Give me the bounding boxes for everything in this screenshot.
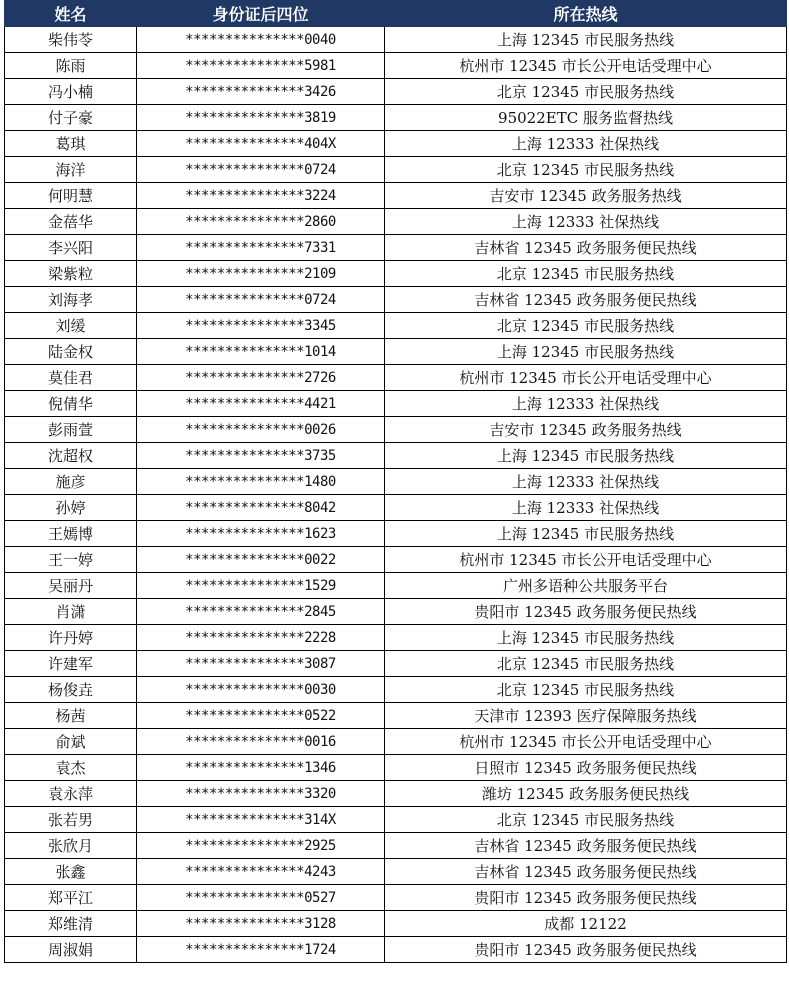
table-row (5, 53, 787, 79)
cell-name: 王一婷 (5, 547, 137, 573)
table-row (5, 79, 787, 105)
cell-name: 沈超权 (5, 443, 137, 469)
header-name: 姓名 (5, 1, 137, 27)
cell-name: 张若男 (5, 807, 137, 833)
cell-hotline: 北京 12345 市民服务热线 (385, 261, 787, 287)
cell-hotline: 北京 12345 市民服务热线 (385, 157, 787, 183)
cell-id-last-four: ***************2228 (137, 625, 385, 651)
cell-hotline: 吉林省 12345 政务服务便民热线 (385, 235, 787, 261)
cell-name: 施彦 (5, 469, 137, 495)
table-row (5, 781, 787, 807)
cell-id-last-four: ***************3345 (137, 313, 385, 339)
cell-hotline: 上海 12333 社保热线 (385, 495, 787, 521)
cell-id-last-four: ***************1623 (137, 521, 385, 547)
cell-name: 孙婷 (5, 495, 137, 521)
cell-id-last-four: ***************3128 (137, 911, 385, 937)
cell-id-last-four: ***************7331 (137, 235, 385, 261)
table-row (5, 209, 787, 235)
cell-name: 肖潇 (5, 599, 137, 625)
cell-name: 何明慧 (5, 183, 137, 209)
cell-name: 梁紫粒 (5, 261, 137, 287)
cell-id-last-four: ***************1480 (137, 469, 385, 495)
cell-id-last-four: ***************5981 (137, 53, 385, 79)
table-row (5, 105, 787, 131)
cell-hotline: 北京 12345 市民服务热线 (385, 807, 787, 833)
table-row (5, 807, 787, 833)
cell-name: 冯小楠 (5, 79, 137, 105)
table-row (5, 859, 787, 885)
cell-name: 张鑫 (5, 859, 137, 885)
table-row (5, 885, 787, 911)
cell-id-last-four: ***************1529 (137, 573, 385, 599)
cell-id-last-four: ***************0016 (137, 729, 385, 755)
table-row (5, 833, 787, 859)
cell-id-last-four: ***************8042 (137, 495, 385, 521)
cell-id-last-four: ***************0030 (137, 677, 385, 703)
cell-hotline: 95022ETC 服务监督热线 (385, 105, 787, 131)
table-row (5, 391, 787, 417)
table-row (5, 651, 787, 677)
table-row (5, 755, 787, 781)
header-hotline: 所在热线 (385, 1, 787, 27)
cell-name: 陈雨 (5, 53, 137, 79)
table-row (5, 417, 787, 443)
cell-hotline: 贵阳市 12345 政务服务便民热线 (385, 885, 787, 911)
cell-name: 海洋 (5, 157, 137, 183)
cell-hotline: 吉林省 12345 政务服务便民热线 (385, 859, 787, 885)
cell-id-last-four: ***************2726 (137, 365, 385, 391)
table-row (5, 183, 787, 209)
table-row (5, 339, 787, 365)
table-row (5, 547, 787, 573)
table-row (5, 157, 787, 183)
cell-name: 袁永萍 (5, 781, 137, 807)
table-row (5, 573, 787, 599)
table-row (5, 911, 787, 937)
table-row (5, 365, 787, 391)
cell-id-last-four: ***************1014 (137, 339, 385, 365)
cell-name: 郑维清 (5, 911, 137, 937)
cell-hotline: 北京 12345 市民服务热线 (385, 79, 787, 105)
cell-hotline: 吉安市 12345 政务服务热线 (385, 417, 787, 443)
cell-id-last-four: ***************3735 (137, 443, 385, 469)
cell-hotline: 上海 12345 市民服务热线 (385, 27, 787, 53)
cell-name: 莫佳君 (5, 365, 137, 391)
table-row (5, 469, 787, 495)
cell-hotline: 上海 12345 市民服务热线 (385, 625, 787, 651)
cell-id-last-four: ***************0022 (137, 547, 385, 573)
cell-hotline: 潍坊 12345 政务服务便民热线 (385, 781, 787, 807)
cell-hotline: 杭州市 12345 市长公开电话受理中心 (385, 547, 787, 573)
cell-name: 刘海孝 (5, 287, 137, 313)
cell-hotline: 上海 12345 市民服务热线 (385, 521, 787, 547)
cell-name: 彭雨萱 (5, 417, 137, 443)
cell-hotline: 上海 12345 市民服务热线 (385, 339, 787, 365)
cell-name: 周淑娟 (5, 937, 137, 963)
cell-hotline: 杭州市 12345 市长公开电话受理中心 (385, 365, 787, 391)
cell-hotline: 上海 12333 社保热线 (385, 391, 787, 417)
cell-hotline: 北京 12345 市民服务热线 (385, 651, 787, 677)
table-row (5, 729, 787, 755)
cell-id-last-four: ***************404X (137, 131, 385, 157)
cell-id-last-four: ***************3224 (137, 183, 385, 209)
cell-name: 袁杰 (5, 755, 137, 781)
table-row (5, 443, 787, 469)
cell-hotline: 天津市 12393 医疗保障服务热线 (385, 703, 787, 729)
table-row (5, 599, 787, 625)
cell-hotline: 上海 12345 市民服务热线 (385, 443, 787, 469)
cell-hotline: 上海 12333 社保热线 (385, 209, 787, 235)
cell-hotline: 日照市 12345 政务服务便民热线 (385, 755, 787, 781)
cell-name: 杨茜 (5, 703, 137, 729)
cell-hotline: 杭州市 12345 市长公开电话受理中心 (385, 53, 787, 79)
hotline-staff-table (4, 0, 787, 963)
cell-hotline: 贵阳市 12345 政务服务便民热线 (385, 937, 787, 963)
cell-name: 刘缓 (5, 313, 137, 339)
cell-hotline: 广州多语种公共服务平台 (385, 573, 787, 599)
table-row (5, 235, 787, 261)
cell-hotline: 吉林省 12345 政务服务便民热线 (385, 287, 787, 313)
cell-id-last-four: ***************0522 (137, 703, 385, 729)
cell-id-last-four: ***************3320 (137, 781, 385, 807)
cell-id-last-four: ***************1724 (137, 937, 385, 963)
table-row (5, 625, 787, 651)
cell-hotline: 北京 12345 市民服务热线 (385, 677, 787, 703)
cell-hotline: 杭州市 12345 市长公开电话受理中心 (385, 729, 787, 755)
cell-name: 杨俊垚 (5, 677, 137, 703)
cell-id-last-four: ***************0040 (137, 27, 385, 53)
cell-hotline: 吉安市 12345 政务服务热线 (385, 183, 787, 209)
table-row (5, 131, 787, 157)
cell-id-last-four: ***************2925 (137, 833, 385, 859)
cell-name: 葛琪 (5, 131, 137, 157)
cell-name: 陆金权 (5, 339, 137, 365)
cell-name: 吴丽丹 (5, 573, 137, 599)
cell-name: 俞斌 (5, 729, 137, 755)
cell-hotline: 上海 12333 社保热线 (385, 131, 787, 157)
table-row (5, 287, 787, 313)
cell-name: 付子豪 (5, 105, 137, 131)
cell-hotline: 吉林省 12345 政务服务便民热线 (385, 833, 787, 859)
cell-name: 金蓓华 (5, 209, 137, 235)
cell-id-last-four: ***************1346 (137, 755, 385, 781)
cell-id-last-four: ***************2845 (137, 599, 385, 625)
table-row (5, 27, 787, 53)
cell-id-last-four: ***************4243 (137, 859, 385, 885)
cell-name: 郑平江 (5, 885, 137, 911)
table-row (5, 261, 787, 287)
cell-id-last-four: ***************0724 (137, 157, 385, 183)
cell-id-last-four: ***************314X (137, 807, 385, 833)
cell-id-last-four: ***************0026 (137, 417, 385, 443)
cell-hotline: 成都 12122 (385, 911, 787, 937)
cell-name: 李兴阳 (5, 235, 137, 261)
cell-name: 许丹婷 (5, 625, 137, 651)
cell-hotline: 贵阳市 12345 政务服务便民热线 (385, 599, 787, 625)
cell-id-last-four: ***************2860 (137, 209, 385, 235)
cell-id-last-four: ***************3426 (137, 79, 385, 105)
cell-name: 王嫣博 (5, 521, 137, 547)
cell-hotline: 北京 12345 市民服务热线 (385, 313, 787, 339)
cell-name: 许建军 (5, 651, 137, 677)
table-row (5, 495, 787, 521)
table-row (5, 677, 787, 703)
table-row (5, 313, 787, 339)
cell-name: 倪倩华 (5, 391, 137, 417)
cell-id-last-four: ***************3819 (137, 105, 385, 131)
cell-name: 柴伟苓 (5, 27, 137, 53)
table-row (5, 937, 787, 963)
table-row (5, 521, 787, 547)
header-id-last-four: 身份证后四位 (137, 1, 385, 27)
cell-id-last-four: ***************2109 (137, 261, 385, 287)
cell-hotline: 上海 12333 社保热线 (385, 469, 787, 495)
cell-id-last-four: ***************4421 (137, 391, 385, 417)
cell-id-last-four: ***************0724 (137, 287, 385, 313)
header-row (5, 1, 787, 27)
cell-name: 张欣月 (5, 833, 137, 859)
cell-id-last-four: ***************0527 (137, 885, 385, 911)
cell-id-last-four: ***************3087 (137, 651, 385, 677)
table-row (5, 703, 787, 729)
